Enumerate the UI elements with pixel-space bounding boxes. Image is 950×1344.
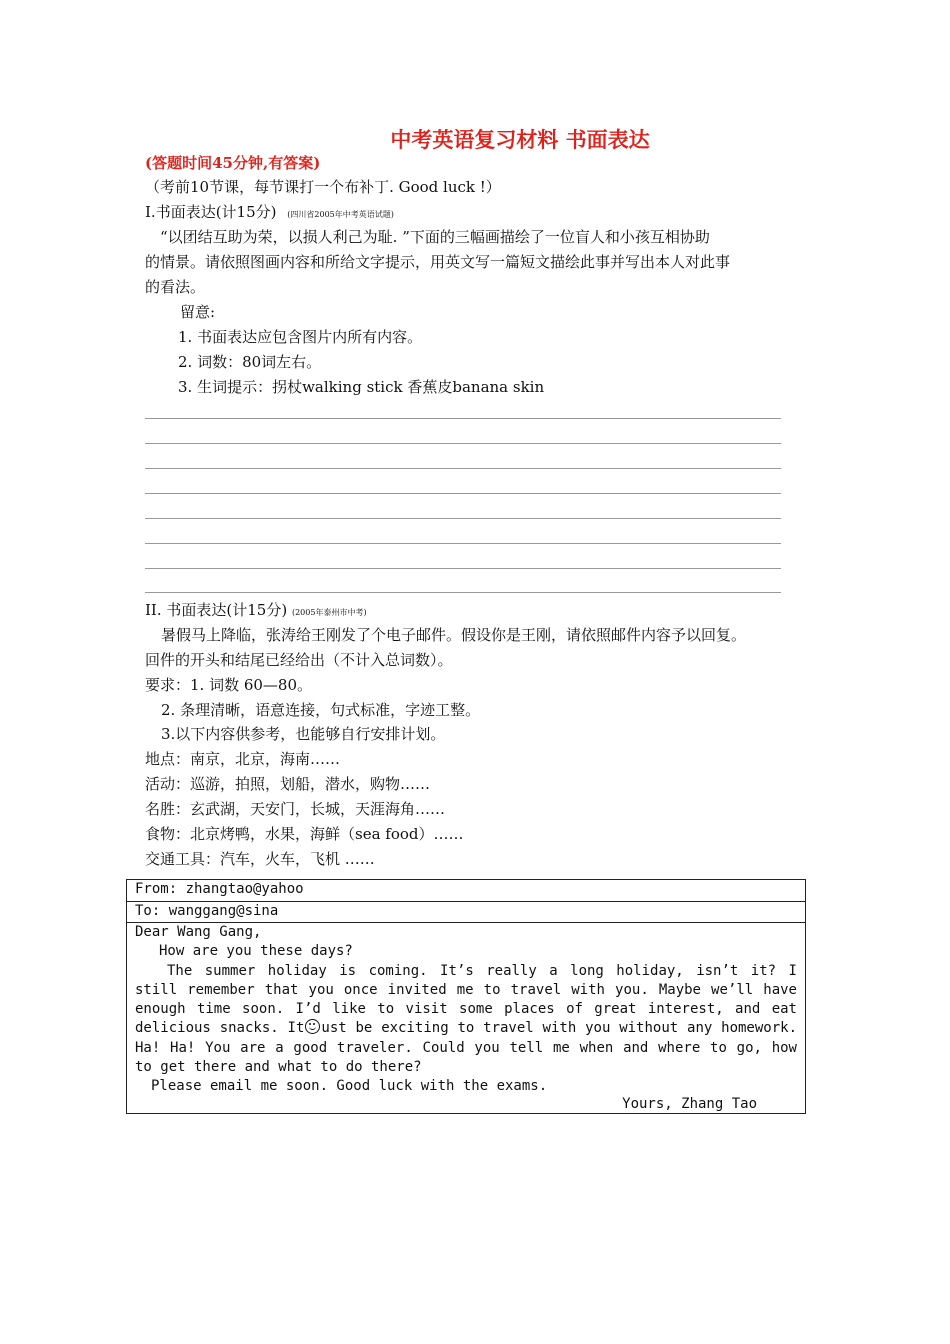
page-subtitle: (答题时间45分钟,有答案) bbox=[145, 154, 321, 172]
requirement-item: 3.以下内容供参考，也能够自行安排计划。 bbox=[161, 725, 446, 743]
email-signature: Yours, Zhang Tao bbox=[622, 1096, 757, 1112]
section1-heading: I.书面表达(计15分) bbox=[145, 203, 277, 221]
page-title: 中考英语复习材料 书面表达 bbox=[390, 128, 650, 152]
answer-line bbox=[145, 468, 781, 469]
section1-source: (四川省2005年中考英语试题) bbox=[287, 210, 394, 219]
email-from-row bbox=[127, 880, 805, 902]
section1-intro-3: 的看法。 bbox=[145, 278, 206, 296]
email-box bbox=[126, 879, 806, 1114]
hint-item: 名胜：玄武湖，天安门，长城，天涯海角…… bbox=[145, 800, 446, 818]
answer-line bbox=[145, 493, 781, 494]
section2-source: (2005年泰州市中考) bbox=[291, 608, 367, 617]
note-item: 2. 词数：80词左右。 bbox=[178, 353, 322, 371]
hint-item: 交通工具：汽车，火车，飞机 …… bbox=[145, 850, 375, 868]
hint-item: 活动：巡游，拍照，划船，潜水，购物…… bbox=[145, 775, 431, 793]
requirement-item: 2. 条理清晰，语意连接，句式标准，字迹工整。 bbox=[161, 701, 481, 719]
section2-heading: II. 书面表达(计15分) bbox=[145, 601, 288, 619]
answer-line bbox=[145, 518, 781, 519]
email-paragraph-b: ust be exciting to travel with you without any homework. Ha! Ha! You are a good traveler. Could you tell me when and where to go, how to get there and what to do there? bbox=[135, 1020, 798, 1076]
section2-intro-2: 回件的开头和结尾已经给出（不计入总词数）。 bbox=[145, 651, 453, 669]
email-to-row bbox=[127, 902, 805, 923]
email-paragraph-a: The summer holiday is coming. It’s really a long holiday, isn’t it? I still remember that you once invited me to travel with you. Maybe we’ll have enough time soon. I’d like to visit some places of great interest, and eat delicious snacks. It bbox=[135, 962, 797, 1037]
smiley-icon bbox=[305, 1019, 320, 1034]
note-item: 3. 生词提示：拐杖walking stick 香蕉皮banana skin bbox=[178, 378, 545, 396]
motto-line: （考前10节课，每节课打一个布补丁. Good luck !） bbox=[145, 178, 501, 196]
note-item: 1. 书面表达应包含图片内所有内容。 bbox=[178, 328, 423, 346]
hint-item: 食物：北京烤鸭，水果，海鲜（sea food）…… bbox=[145, 825, 464, 843]
email-greeting: Dear Wang Gang, bbox=[135, 924, 262, 940]
answer-line bbox=[145, 418, 781, 419]
hint-item: 地点：南京，北京，海南…… bbox=[145, 750, 341, 768]
email-from: From: zhangtao@yahoo bbox=[135, 881, 304, 897]
section2-heading-line bbox=[145, 599, 367, 624]
section1-heading-line bbox=[145, 201, 394, 226]
email-line: How are you these days? bbox=[159, 943, 353, 960]
email-closing: Please email me soon. Good luck with the exams. bbox=[151, 1078, 548, 1095]
email-to: To: wanggang@sina bbox=[135, 903, 279, 919]
answer-line bbox=[145, 568, 781, 569]
email-body bbox=[135, 923, 797, 1097]
email-paragraph bbox=[135, 962, 797, 1078]
section2-intro-1: 暑假马上降临，张涛给王刚发了个电子邮件。假设你是王刚，请依照邮件内容予以回复。 bbox=[161, 626, 747, 644]
answer-line bbox=[145, 543, 781, 544]
answer-line bbox=[145, 443, 781, 444]
answer-line bbox=[145, 592, 781, 593]
section1-intro-1: “以团结互助为荣，以损人利己为耻. ”下面的三幅画描绘了一位盲人和小孩互相协助 bbox=[160, 228, 710, 246]
section1-intro-2: 的情景。请依照图画内容和所给文字提示，用英文写一篇短文描绘此事并写出本人对此事 bbox=[145, 253, 731, 271]
notice-label: 留意: bbox=[180, 303, 216, 321]
requirement-item: 要求：1. 词数 60—80。 bbox=[145, 676, 313, 694]
